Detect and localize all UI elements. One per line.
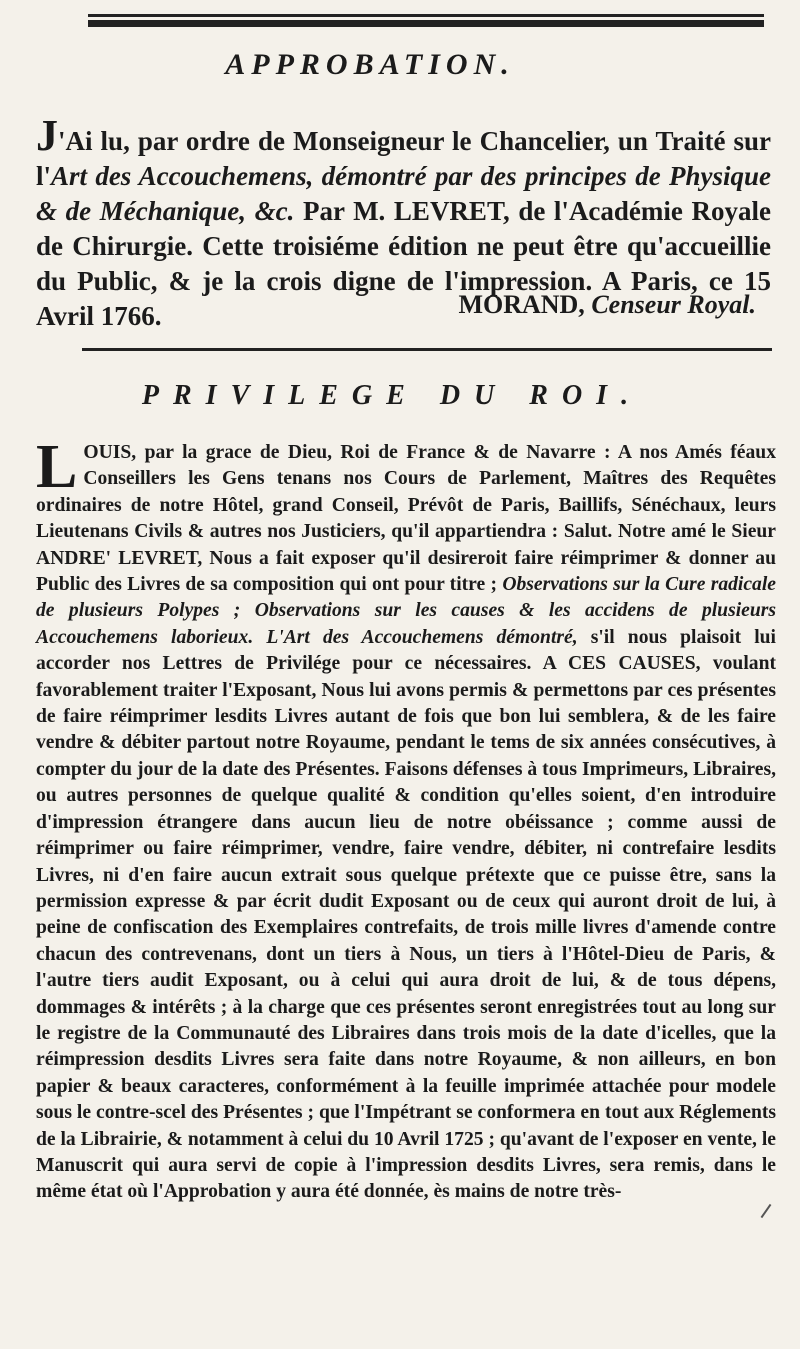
approbation-dropcap: J bbox=[36, 111, 58, 160]
approbation-book-title: Art des Accouchemens, démontré par des principes de Physique & de Méchanique, &c. bbox=[36, 161, 771, 226]
signature-name: MORAND, bbox=[458, 290, 585, 319]
privilege-p2: s'il nous plaisoit lui accorder nos Lettres de Privilége pour ce nécessaires. A CES CAUSES, voulant favorablement traiter l'Exposant, Nous lui avons permis & permettons par ces présentes de faire réimprimer lesdits Livres autant de fois que bon lui semblera, & de les faire vendre & débiter partout notre Royaume, pendant le tems de six années consécutives, à compter du jour de la date des Présentes. Faisons défenses à tous Imprimeurs, Libraires, ou autres personnes de quelque qualité & condition qu'elles soient, d'en introduire d'impression étrangere dans aucun lieu de notre obéissance ; comme aussi de réimprimer ou faire réimprimer, vendre, faire vendre, débiter, ni contrefaire lesdits Livres, ni d'en faire aucun extrait sous quelque prétexte que ce puisse être, sans la permission expresse & par écrit dudit Exposant ou de ceux qui auront droit de lui, à peine de confiscation des Exemplaires contrefaits, de trois mille livres d'amende contre chacun des contrevenans, dont un tiers à Nous, un tiers à l'Hôtel-Dieu de Paris, & l'autre tiers audit Exposant, ou à celui qui aura droit de lui, & de tous dépens, dommages & intérêts ; à la charge que ces présentes seront enregistrées tout au long sur le registre de la Communauté des Libraires dans trois mois de la date d'icelles, que la réimpression desdits Livres sera faite dans notre Royaume, & non ailleurs, en bon papier & beaux caracteres, conformément à la feuille imprimée attachée pour modele sous le contre-scel des Présentes ; que l'Impétrant se conformera en tout aux Réglements de la Librairie, & notamment à celui du 10 Avril 1725 ; qu'avant de l'exposer en vente, le Manuscrit qui aura servi de copie à l'impression desdits Livres, sera remis, dans le même état où l'Approbation y aura été donnée, ès mains de notre très- bbox=[36, 626, 776, 1203]
privilege-dropcap: L bbox=[36, 433, 78, 501]
privilege-book-titles: Observations sur la Cure radicale de plusieurs Polypes ; Observations sur les causes & les accidens de plusieurs Accouchemens laborieux. L'Art des Accouchemens démontré, bbox=[36, 574, 776, 648]
signature-title: Censeur Royal. bbox=[591, 290, 756, 319]
privilege-text bbox=[36, 433, 776, 1206]
approbation-title: APPROBATION. bbox=[225, 48, 515, 81]
approbation-text-a: 'Ai lu, par ordre de Monseigneur le Chancelier, un Traité sur l' bbox=[36, 126, 771, 191]
top-rule-thick bbox=[88, 20, 764, 27]
margin-mark bbox=[761, 1204, 772, 1218]
approbation-text-b: Par M. LEVRET, de l'Académie Royale de Chirurgie. Cette troisiéme édition ne peut être qu'accueillie du Public, & je la crois digne de l'impression. A Paris, ce 15 Avril 1766. bbox=[36, 196, 771, 331]
privilege-p1: OUIS, par la grace de Dieu, Roi de France & de Navarre : A nos Amés féaux Conseillers les Gens tenans nos Cours de Parlement, Maîtres des Requêtes ordinaires de notre Hôtel, grand Conseil, Prévôt de Paris, Baillifs, Sénéchaux, leurs Lieutenans Civils & autres nos Justiciers, qu'il appartiendra : Salut. Notre amé le Sieur ANDRE' LEVRET, Nous a fait exposer qu'il desireroit faire réimprimer & donner au Public des Livres de sa composition qui ont pour titre ; bbox=[36, 442, 776, 596]
top-rule-thin bbox=[88, 14, 764, 17]
privilege-title: PRIVILEGE DU ROI. bbox=[141, 380, 643, 411]
censor-signature bbox=[458, 290, 756, 320]
section-rule bbox=[82, 348, 772, 351]
